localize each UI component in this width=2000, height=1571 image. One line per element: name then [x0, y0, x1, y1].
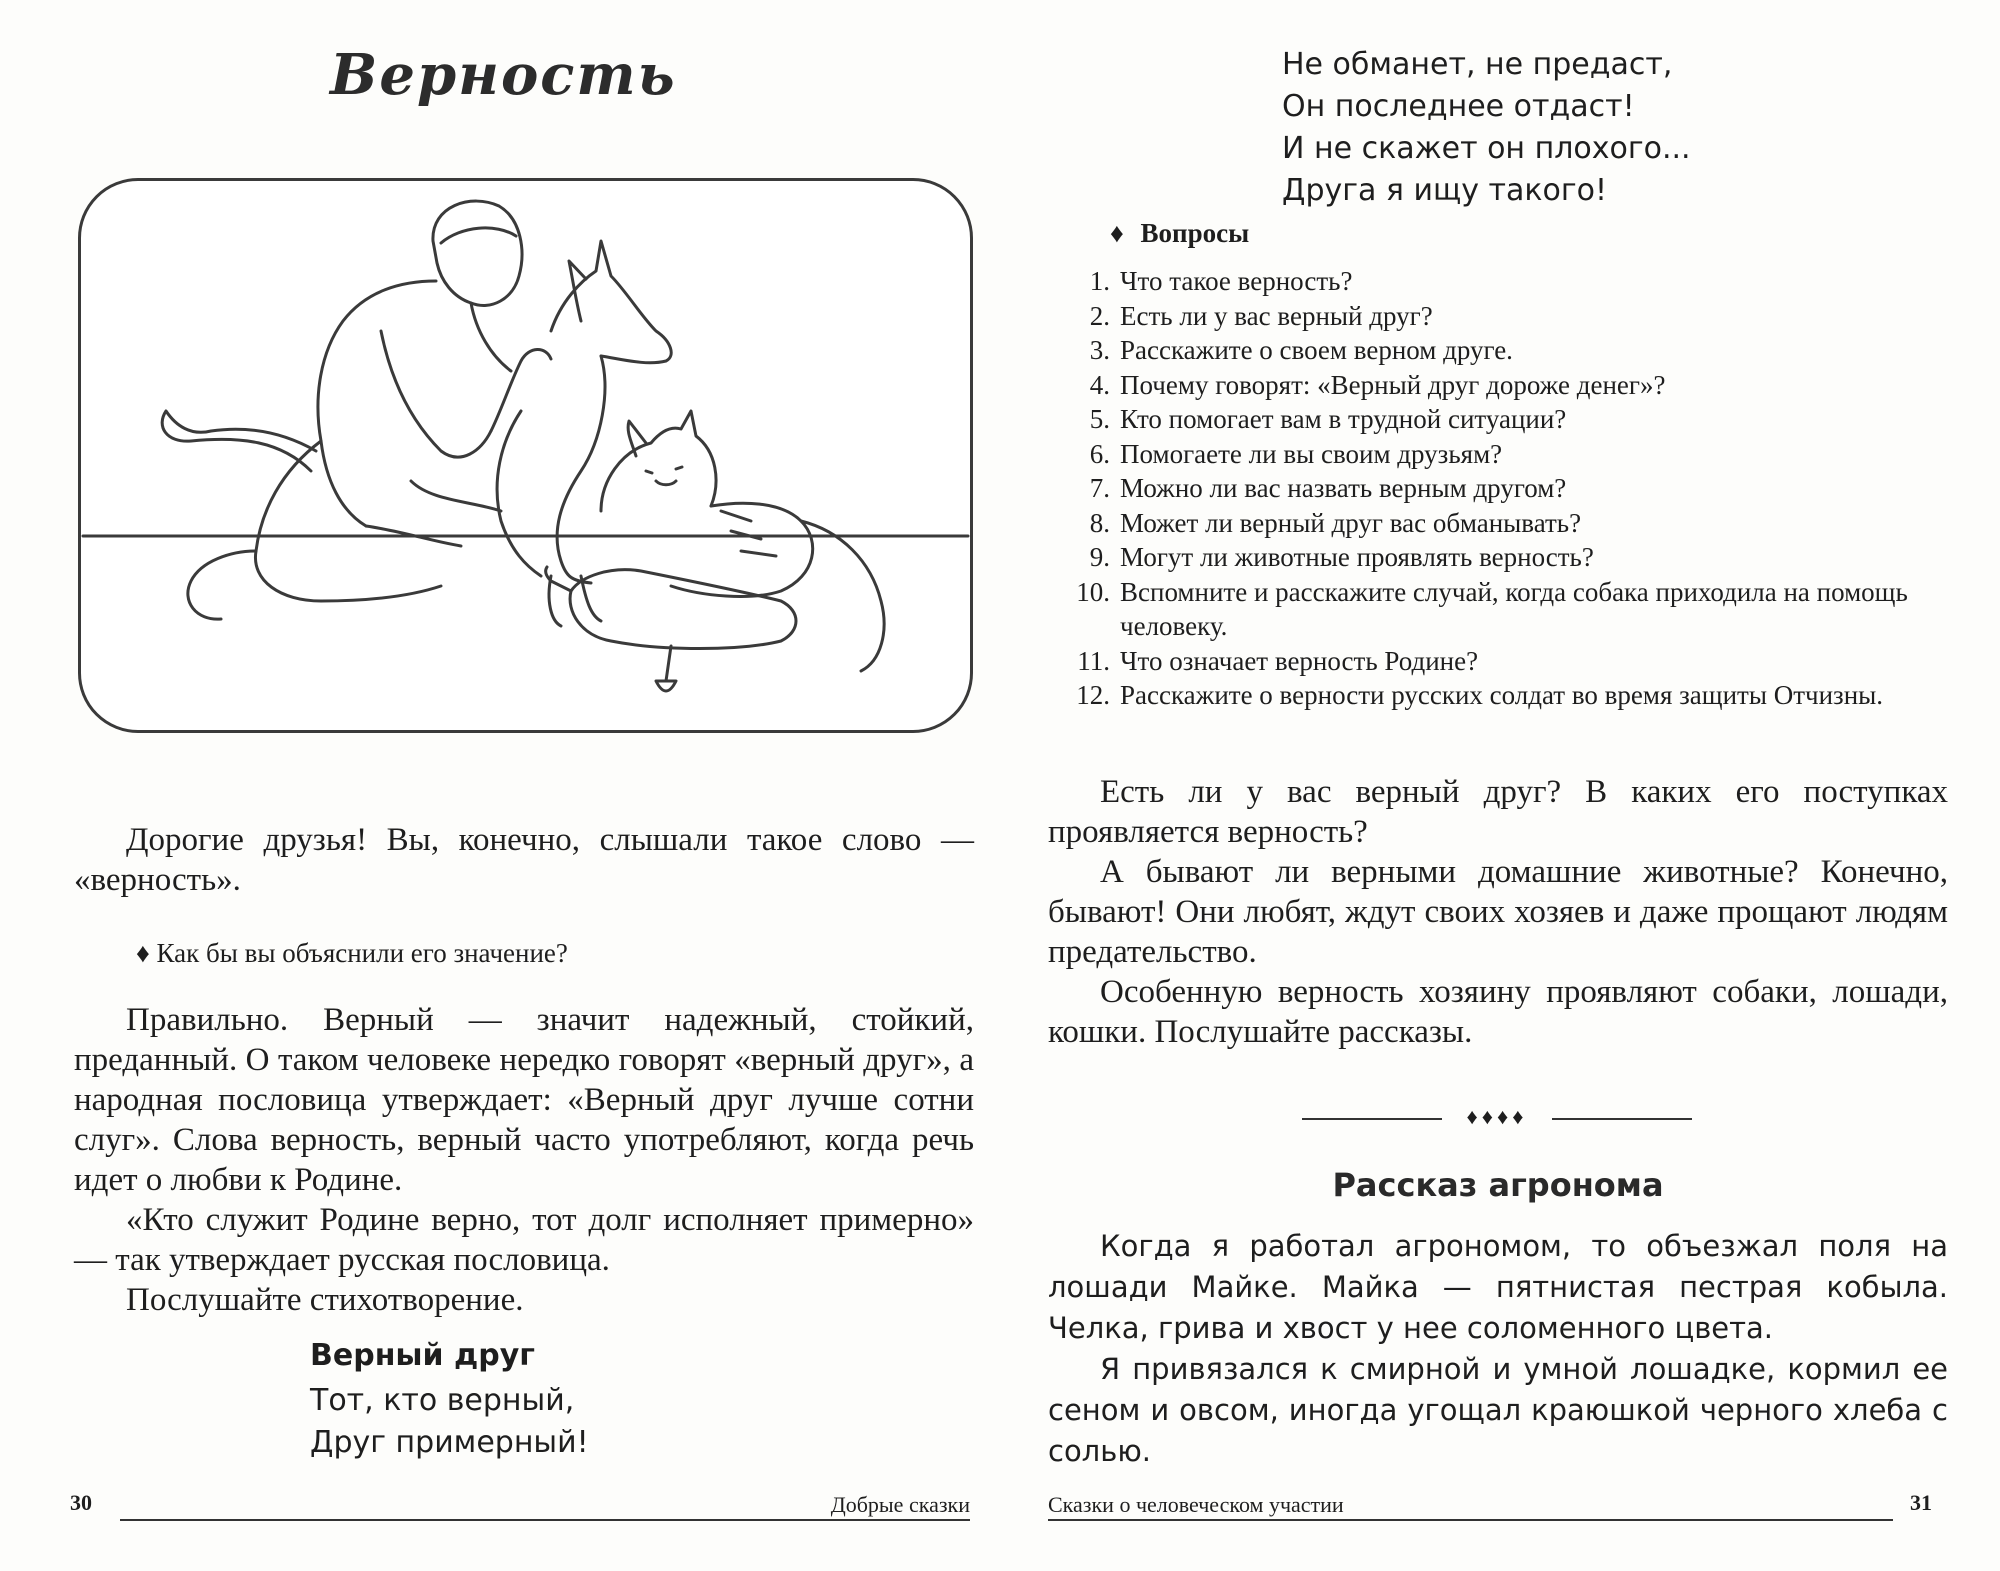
diamond-bullet-icon: ♦ [1110, 218, 1124, 248]
questions-heading-text: Вопросы [1140, 218, 1250, 248]
story-title: Рассказ агронома [1332, 1166, 1664, 1204]
body-text [74, 1000, 974, 1320]
poem-line: Он последнее отдаст! [1282, 89, 1635, 124]
poem-line: И не скажет он плохого... [1282, 131, 1691, 166]
question-item: 12. Расскажите о верности русских солдат во время защиты Отчизны. [1076, 680, 1884, 710]
paragraph: Я привязался к смирной и умной лошадке, кормил ее сеном и овсом, иногда угощал краюшкой черного хлеба с солью. [1048, 1352, 1948, 1468]
man-arm [381, 331, 491, 457]
question-item: 2. Есть ли у вас верный друг? [1089, 300, 1433, 331]
man-back [318, 281, 436, 526]
paragraph: Правильно. Верный — значит надежный, стойкий, преданный. О таком человеке нередко говорят «верный друг», а народная пословица утверждает: «Верный друг лучше сотни слуг». Слова верность, верный часто употребляют, когда речь идет о любви к Родине. [74, 1002, 974, 1198]
dog-tail [162, 411, 316, 471]
question-item: 3. Расскажите о своем верном друге. [1089, 335, 1513, 365]
cat-head [601, 411, 716, 511]
dog-head [551, 241, 671, 363]
story-text [1048, 1226, 1948, 1472]
dog-chest [557, 356, 605, 583]
poem-title: Верный друг [310, 1338, 535, 1373]
question-item: 10. Вспомните и расскажите случай, когда собака приходила на помощь человеку. [1076, 576, 1908, 641]
poem-line: Тот, кто верный, [310, 1383, 575, 1418]
page-number: 31 [1910, 1490, 1932, 1515]
illustration-man-dog-cat [78, 178, 973, 733]
question-item: 4. Почему говорят: «Верный друг дороже денег»? [1089, 369, 1666, 400]
footer-rule [1048, 1519, 1893, 1521]
pillow [570, 570, 796, 649]
divider-line [1552, 1118, 1692, 1120]
body-text [1048, 772, 1948, 1052]
poem-line: Друг примерный! [310, 1425, 589, 1460]
man-foot [188, 551, 256, 619]
question-note [136, 936, 976, 970]
paragraph: Послушайте стихотворение. [126, 1282, 524, 1318]
running-footer: Добрые сказки [830, 1492, 970, 1517]
question-note-text: Как бы вы объяснили его значение? [156, 938, 568, 968]
questions-heading [1110, 218, 1249, 249]
question-item: 7. Можно ли вас назвать верным другом? [1089, 473, 1567, 503]
poem-line: Друга я ищу такого! [1282, 173, 1608, 208]
paragraph: Когда я работал агрономом, то объезжал поля на лошади Майке. Майка — пятнистая пестрая кобыла. Челка, грива и хвост у нее соломенного цвета. [1048, 1229, 1948, 1345]
question-item: 8. Может ли верный друг вас обманывать? [1089, 507, 1582, 538]
running-footer: Сказки о человеческом участии [1048, 1492, 1344, 1517]
question-item: 1. Что такое верность? [1089, 266, 1353, 296]
line-drawing [81, 181, 970, 730]
question-item: 5. Кто помогает вам в трудной ситуации? [1089, 404, 1567, 434]
man-leg [255, 441, 441, 601]
poem-continuation [1282, 44, 1882, 212]
divider-ornament: ♦♦♦♦ [1466, 1104, 1528, 1129]
questions-list [1066, 264, 1946, 713]
paragraph: Есть ли у вас верный друг? В каких его поступках проявляется верность? [1048, 774, 1948, 850]
question-item: 9. Могут ли животные проявлять верность? [1089, 542, 1594, 572]
footer-rule [120, 1519, 970, 1521]
poem-line: Не обманет, не предаст, [1282, 47, 1673, 82]
paragraph: «Кто служит Родине верно, тот долг исполняет примерно» — так утверждает русская пословица. [74, 1202, 974, 1278]
right-page [1000, 0, 2000, 1571]
divider-line [1302, 1118, 1442, 1120]
question-item: 11. Что означает верность Родине? [1077, 645, 1479, 676]
man-head [433, 201, 522, 305]
paragraph: Особенную верность хозяину проявляют собаки, лошади, кошки. Послушайте рассказы. [1048, 974, 1948, 1050]
question-item: 6. Помогаете ли вы своим друзьям? [1089, 438, 1503, 469]
dog-body [497, 411, 541, 576]
paragraph: А бывают ли верными домашние животные? Конечно, бывают! Они любят, ждут своих хозяев и даже прощают людям предательство. [1048, 854, 1948, 970]
diamond-bullet-icon: ♦ [136, 938, 150, 968]
poem-stanza [310, 1380, 810, 1464]
intro-paragraph: Дорогие друзья! Вы, конечно, слышали такое слово — «верность». [74, 822, 974, 898]
pillow-tassel [656, 646, 676, 691]
dog-ear [569, 261, 586, 321]
section-divider [1302, 1104, 1692, 1134]
chapter-title: Верность [330, 42, 677, 108]
page-number: 30 [70, 1490, 92, 1515]
